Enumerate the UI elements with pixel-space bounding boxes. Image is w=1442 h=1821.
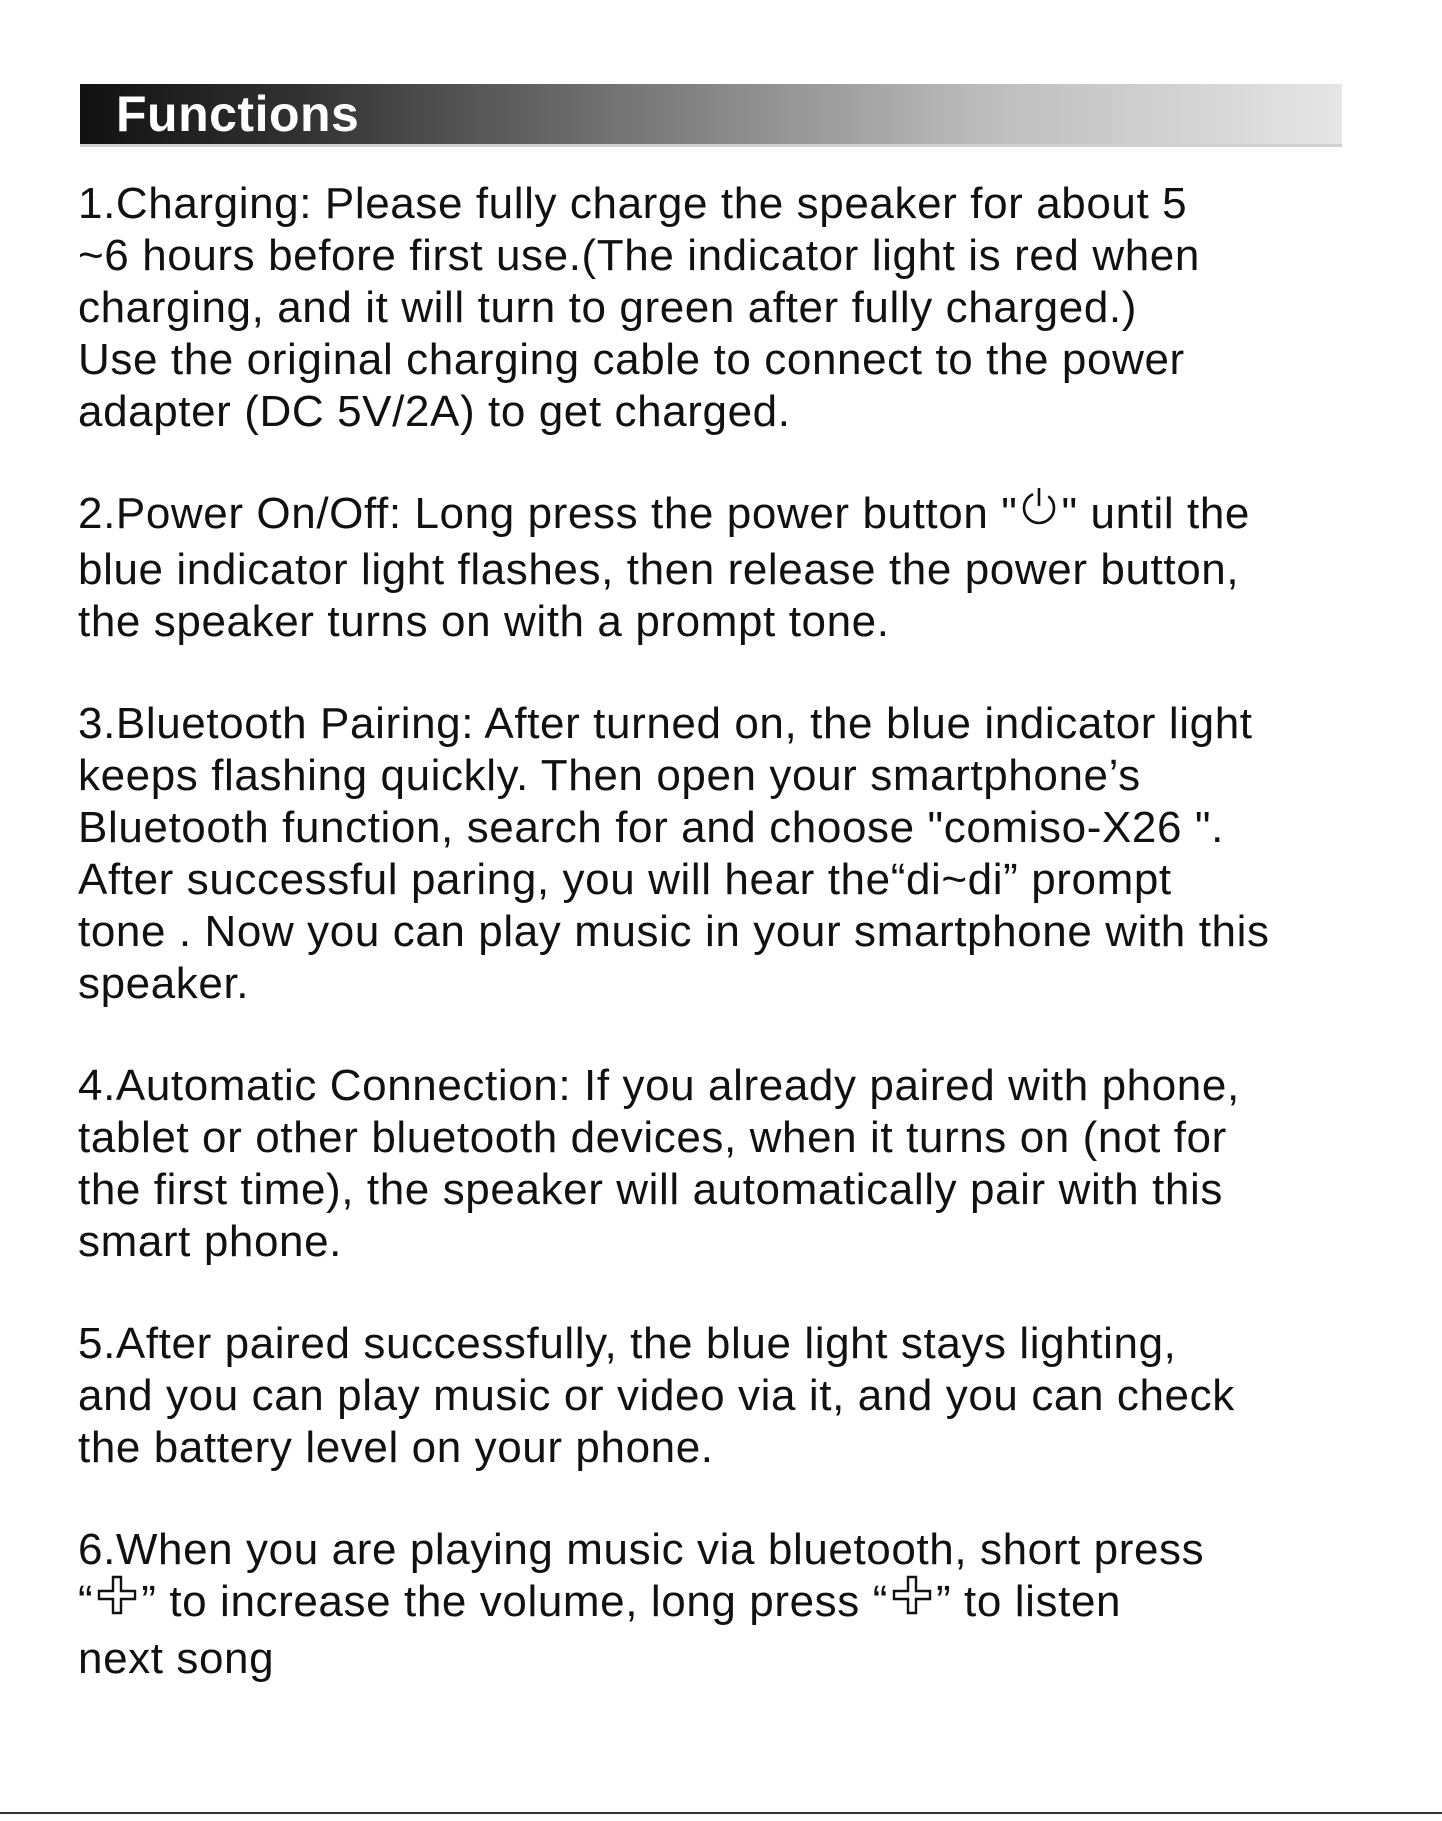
text-run: ” to listen xyxy=(935,1577,1122,1627)
text-run: “ xyxy=(78,1577,94,1627)
item-volume-control xyxy=(78,1524,1388,1684)
header-underline xyxy=(80,144,1342,147)
section-title: Functions xyxy=(116,86,360,142)
section-header-bar xyxy=(80,84,1342,144)
paragraph-line: speaker. xyxy=(78,959,250,1009)
item-after-paired xyxy=(78,1318,1388,1474)
item-power-on-off xyxy=(78,488,1388,648)
paragraph-line: After successful paring, you will hear the“di~di” prompt xyxy=(78,855,1172,905)
paragraph-line: the first time), the speaker will automatically pair with this xyxy=(78,1165,1223,1215)
paragraph-line: 3.Bluetooth Pairing: After turned on, the blue indicator light xyxy=(78,699,1253,749)
paragraph-line: the speaker turns on with a prompt tone. xyxy=(78,597,890,647)
paragraph-line: 1.Charging: Please fully charge the speaker for about 5 xyxy=(78,179,1188,228)
paragraph-line: next song xyxy=(78,1633,275,1683)
item-charging xyxy=(78,178,1388,438)
paragraph-line: 4.Automatic Connection: If you already paired with phone, xyxy=(78,1061,1240,1111)
power-icon xyxy=(1019,484,1059,540)
item-bluetooth-pairing xyxy=(78,698,1388,1010)
item-automatic-connection xyxy=(78,1060,1388,1268)
bottom-rule xyxy=(0,1812,1442,1814)
paragraph-line: tablet or other bluetooth devices, when it turns on (not for xyxy=(78,1113,1227,1163)
paragraph-line: blue indicator light flashes, then release the power button, xyxy=(78,545,1240,595)
paragraph-line: ~6 hours before first use.(The indicator light is red when xyxy=(78,231,1200,280)
paragraph-line: the battery level on your phone. xyxy=(78,1423,714,1473)
paragraph-line: adapter (DC 5V/2A) to get charged. xyxy=(78,387,791,436)
functions-content xyxy=(78,178,1388,1735)
paragraph-line: 6.When you are playing music via bluetooth, short press xyxy=(78,1525,1205,1575)
paragraph-line: Use the original charging cable to connect to the power xyxy=(78,335,1185,384)
paragraph-line xyxy=(78,488,1388,544)
paragraph-line: tone . Now you can play music in your smartphone with this xyxy=(78,907,1270,957)
paragraph-line: smart phone. xyxy=(78,1217,343,1267)
paragraph-line: and you can play music or video via it, and you can check xyxy=(78,1371,1235,1421)
text-run: 2.Power On/Off: Long press the power button " xyxy=(78,489,1018,538)
paragraph-line: keeps flashing quickly. Then open your smartphone’s xyxy=(78,751,1141,801)
paragraph-line: 5.After paired successfully, the blue light stays lighting, xyxy=(78,1319,1177,1369)
paragraph-line: charging, and it will turn to green after fully charged.) xyxy=(78,283,1137,332)
plus-icon xyxy=(890,1573,934,1629)
text-run: " until the xyxy=(1061,489,1251,538)
paragraph-line: Bluetooth function, search for and choose "comiso-X26 ". xyxy=(78,803,1224,853)
plus-icon xyxy=(95,1573,139,1629)
text-run: ” to increase the volume, long press “ xyxy=(141,1577,888,1627)
paragraph-line xyxy=(78,1576,1388,1632)
